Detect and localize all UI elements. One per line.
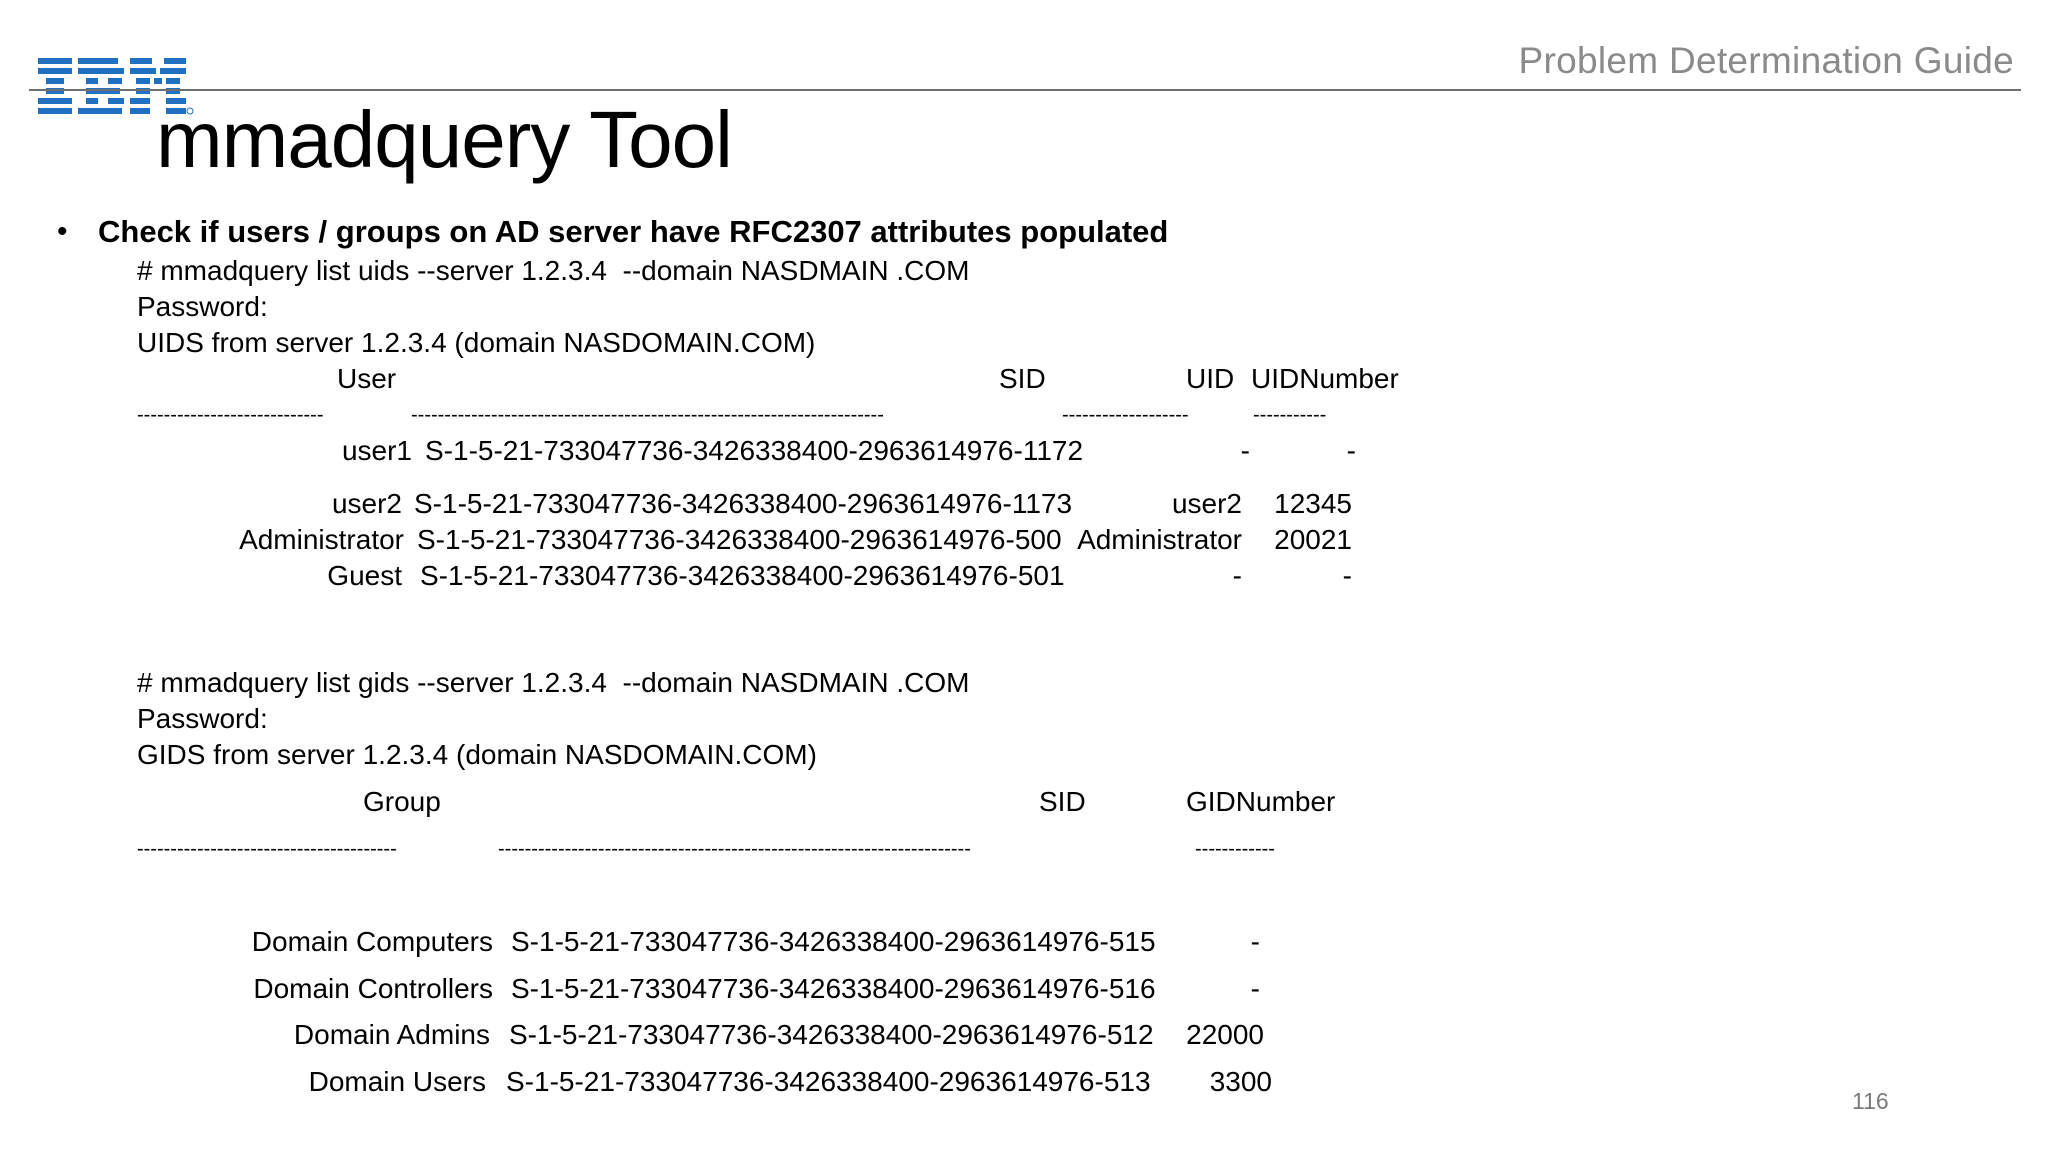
uids-row-sid: S-1-5-21-733047736-3426338400-2963614976-501 — [420, 560, 1065, 591]
uids-col-uidnumber: UIDNumber — [1251, 363, 1399, 394]
uids-row-uid: - — [1240, 435, 1250, 466]
uids-row-sid: S-1-5-21-733047736-3426338400-2963614976-1173 — [414, 488, 1073, 519]
gids-row-sid: S-1-5-21-733047736-3426338400-2963614976-515 — [511, 926, 1156, 957]
uids-col-uid: UID — [1186, 363, 1235, 394]
header-divider — [29, 89, 2021, 91]
gids-col-sid: SID — [1039, 786, 1086, 817]
gids-row-sid: S-1-5-21-733047736-3426338400-2963614976-512 — [509, 1019, 1154, 1050]
bullet-text: Check if users / groups on AD server have RFC2307 attributes populated — [98, 214, 1169, 249]
gids-row-gidnumber: 22000 — [1186, 1019, 1264, 1050]
uids-row-uidnumber: 20021 — [1274, 524, 1352, 555]
page-number: 116 — [1852, 1088, 1889, 1114]
gids-row-gidnumber: - — [1250, 973, 1260, 1004]
gids-password-prompt: Password: — [137, 703, 268, 734]
uids-password-prompt: Password: — [137, 291, 268, 322]
uids-row-sid: S-1-5-21-733047736-3426338400-2963614976-500 — [417, 524, 1062, 555]
gids-row-gidnumber: 3300 — [1209, 1066, 1272, 1097]
uids-sep-uidnumber: ----------- — [1253, 404, 1327, 426]
gids-col-gidnumber: GIDNumber — [1186, 786, 1336, 817]
uids-col-sid: SID — [999, 363, 1046, 394]
gids-row-gidnumber: - — [1250, 926, 1260, 957]
gids-command: # mmadquery list gids --server 1.2.3.4 --domain NASDMAIN .COM — [137, 667, 970, 698]
gids-result-header: GIDS from server 1.2.3.4 (domain NASDOMAIN.COM) — [137, 739, 817, 770]
uids-row-uidnumber: - — [1342, 560, 1352, 591]
gids-row-group: Domain Users — [308, 1066, 486, 1097]
uids-result-header: UIDS from server 1.2.3.4 (domain NASDOMAIN.COM) — [137, 327, 816, 358]
uids-row-uid: Administrator — [1077, 524, 1242, 555]
gids-sep-sid: ----------------------------------------------------------------------- — [498, 838, 971, 860]
uids-sep-user: ---------------------------- — [137, 404, 324, 426]
guide-title: Problem Determination Guide — [1518, 40, 2014, 81]
uids-row-user: Guest — [327, 560, 402, 591]
uids-sep-uid: ------------------- — [1062, 404, 1189, 426]
bullet-icon: • — [57, 215, 68, 248]
uids-row-uidnumber: 12345 — [1274, 488, 1352, 519]
uids-row-user: Administrator — [239, 524, 404, 555]
uids-command: # mmadquery list uids --server 1.2.3.4 --domain NASDMAIN .COM — [137, 255, 970, 286]
gids-col-group: Group — [363, 786, 441, 817]
uids-row-user: user1 — [341, 435, 412, 466]
gids-row-group: Domain Controllers — [253, 973, 493, 1004]
uids-row-sid: S-1-5-21-733047736-3426338400-2963614976-1172 — [425, 435, 1084, 466]
uids-col-user: User — [337, 363, 397, 394]
gids-row-sid: S-1-5-21-733047736-3426338400-2963614976-513 — [506, 1066, 1151, 1097]
uids-sep-sid: ----------------------------------------------------------------------- — [411, 404, 884, 426]
gids-sep-gidnumber: ------------ — [1195, 838, 1275, 860]
gids-row-sid: S-1-5-21-733047736-3426338400-2963614976-516 — [511, 973, 1156, 1004]
uids-row-uid: user2 — [1171, 488, 1242, 519]
ibm-logo — [38, 22, 194, 80]
uids-row-uidnumber: - — [1346, 435, 1356, 466]
page-title: mmadquery Tool — [156, 95, 732, 184]
gids-sep-group: --------------------------------------- — [137, 838, 397, 860]
uids-row-user: user2 — [331, 488, 402, 519]
gids-row-group: Domain Admins — [293, 1019, 490, 1050]
uids-row-uid: - — [1232, 560, 1242, 591]
gids-row-group: Domain Computers — [251, 926, 493, 957]
